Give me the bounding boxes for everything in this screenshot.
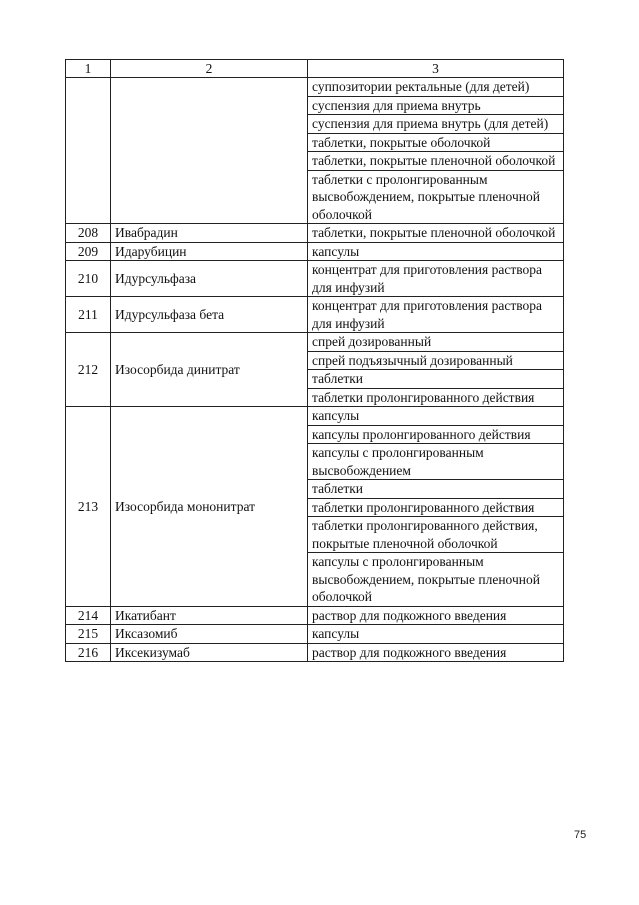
- drug-name-cell: Изосорбида динитрат: [111, 333, 308, 407]
- dosage-form-cell: таблетки, покрытые пленочной оболочкой: [308, 224, 564, 243]
- table-row: [66, 643, 564, 662]
- row-number-cell: 215: [66, 625, 111, 644]
- drug-name-cell: Изосорбида мононитрат: [111, 407, 308, 607]
- drug-name-cell: Икатибант: [111, 606, 308, 625]
- dosage-form-cell: суппозитории ректальные (для детей): [308, 78, 564, 97]
- table-row: [66, 78, 564, 97]
- dosage-form-cell: таблетки, покрытые пленочной оболочкой: [308, 152, 564, 171]
- dosage-form-cell: суспензия для приема внутрь (для детей): [308, 115, 564, 134]
- dosage-form-cell: таблетки: [308, 370, 564, 389]
- header-col-3: 3: [308, 60, 564, 78]
- table-row: [66, 333, 564, 352]
- dosage-form-cell: таблетки пролонгированного действия, покрытые пленочной оболочкой: [308, 517, 564, 553]
- drug-name-cell: Идурсульфаза: [111, 261, 308, 297]
- dosage-form-cell: концентрат для приготовления раствора для инфузий: [308, 297, 564, 333]
- drug-name-cell: [111, 78, 308, 224]
- dosage-form-cell: таблетки пролонгированного действия: [308, 388, 564, 407]
- table-row: [66, 606, 564, 625]
- dosage-form-cell: концентрат для приготовления раствора для инфузий: [308, 261, 564, 297]
- header-row: [66, 60, 564, 78]
- table-row: [66, 224, 564, 243]
- dosage-form-cell: таблетки с пролонгированным высвобождением, покрытые пленочной оболочкой: [308, 170, 564, 224]
- dosage-form-cell: раствор для подкожного введения: [308, 606, 564, 625]
- table-row: [66, 261, 564, 297]
- dosage-form-cell: спрей дозированный: [308, 333, 564, 352]
- table-row: [66, 625, 564, 644]
- drug-name-cell: Идурсульфаза бета: [111, 297, 308, 333]
- row-number-cell: 210: [66, 261, 111, 297]
- table-row: [66, 407, 564, 426]
- dosage-form-cell: капсулы: [308, 625, 564, 644]
- dosage-form-cell: капсулы: [308, 407, 564, 426]
- header-col-1: 1: [66, 60, 111, 78]
- table-row: [66, 242, 564, 261]
- row-number-cell: 208: [66, 224, 111, 243]
- row-number-cell: [66, 78, 111, 224]
- dosage-form-cell: таблетки пролонгированного действия: [308, 498, 564, 517]
- dosage-form-cell: спрей подъязычный дозированный: [308, 351, 564, 370]
- dosage-form-cell: капсулы пролонгированного действия: [308, 425, 564, 444]
- row-number-cell: 211: [66, 297, 111, 333]
- drug-name-cell: Иксазомиб: [111, 625, 308, 644]
- row-number-cell: 212: [66, 333, 111, 407]
- row-number-cell: 209: [66, 242, 111, 261]
- table-body: [66, 78, 564, 662]
- header-col-2: 2: [111, 60, 308, 78]
- row-number-cell: 214: [66, 606, 111, 625]
- dosage-form-cell: таблетки, покрытые оболочкой: [308, 133, 564, 152]
- drug-name-cell: Идарубицин: [111, 242, 308, 261]
- drug-name-cell: Иксекизумаб: [111, 643, 308, 662]
- dosage-form-cell: капсулы: [308, 242, 564, 261]
- dosage-form-cell: суспензия для приема внутрь: [308, 96, 564, 115]
- dosage-form-cell: капсулы с пролонгированным высвобождением: [308, 444, 564, 480]
- medication-table: [65, 59, 564, 662]
- page-number: 75: [574, 829, 587, 841]
- dosage-form-cell: таблетки: [308, 480, 564, 499]
- dosage-form-cell: раствор для подкожного введения: [308, 643, 564, 662]
- row-number-cell: 216: [66, 643, 111, 662]
- dosage-form-cell: капсулы с пролонгированным высвобождением, покрытые пленочной оболочкой: [308, 553, 564, 607]
- table-row: [66, 297, 564, 333]
- row-number-cell: 213: [66, 407, 111, 607]
- drug-name-cell: Ивабрадин: [111, 224, 308, 243]
